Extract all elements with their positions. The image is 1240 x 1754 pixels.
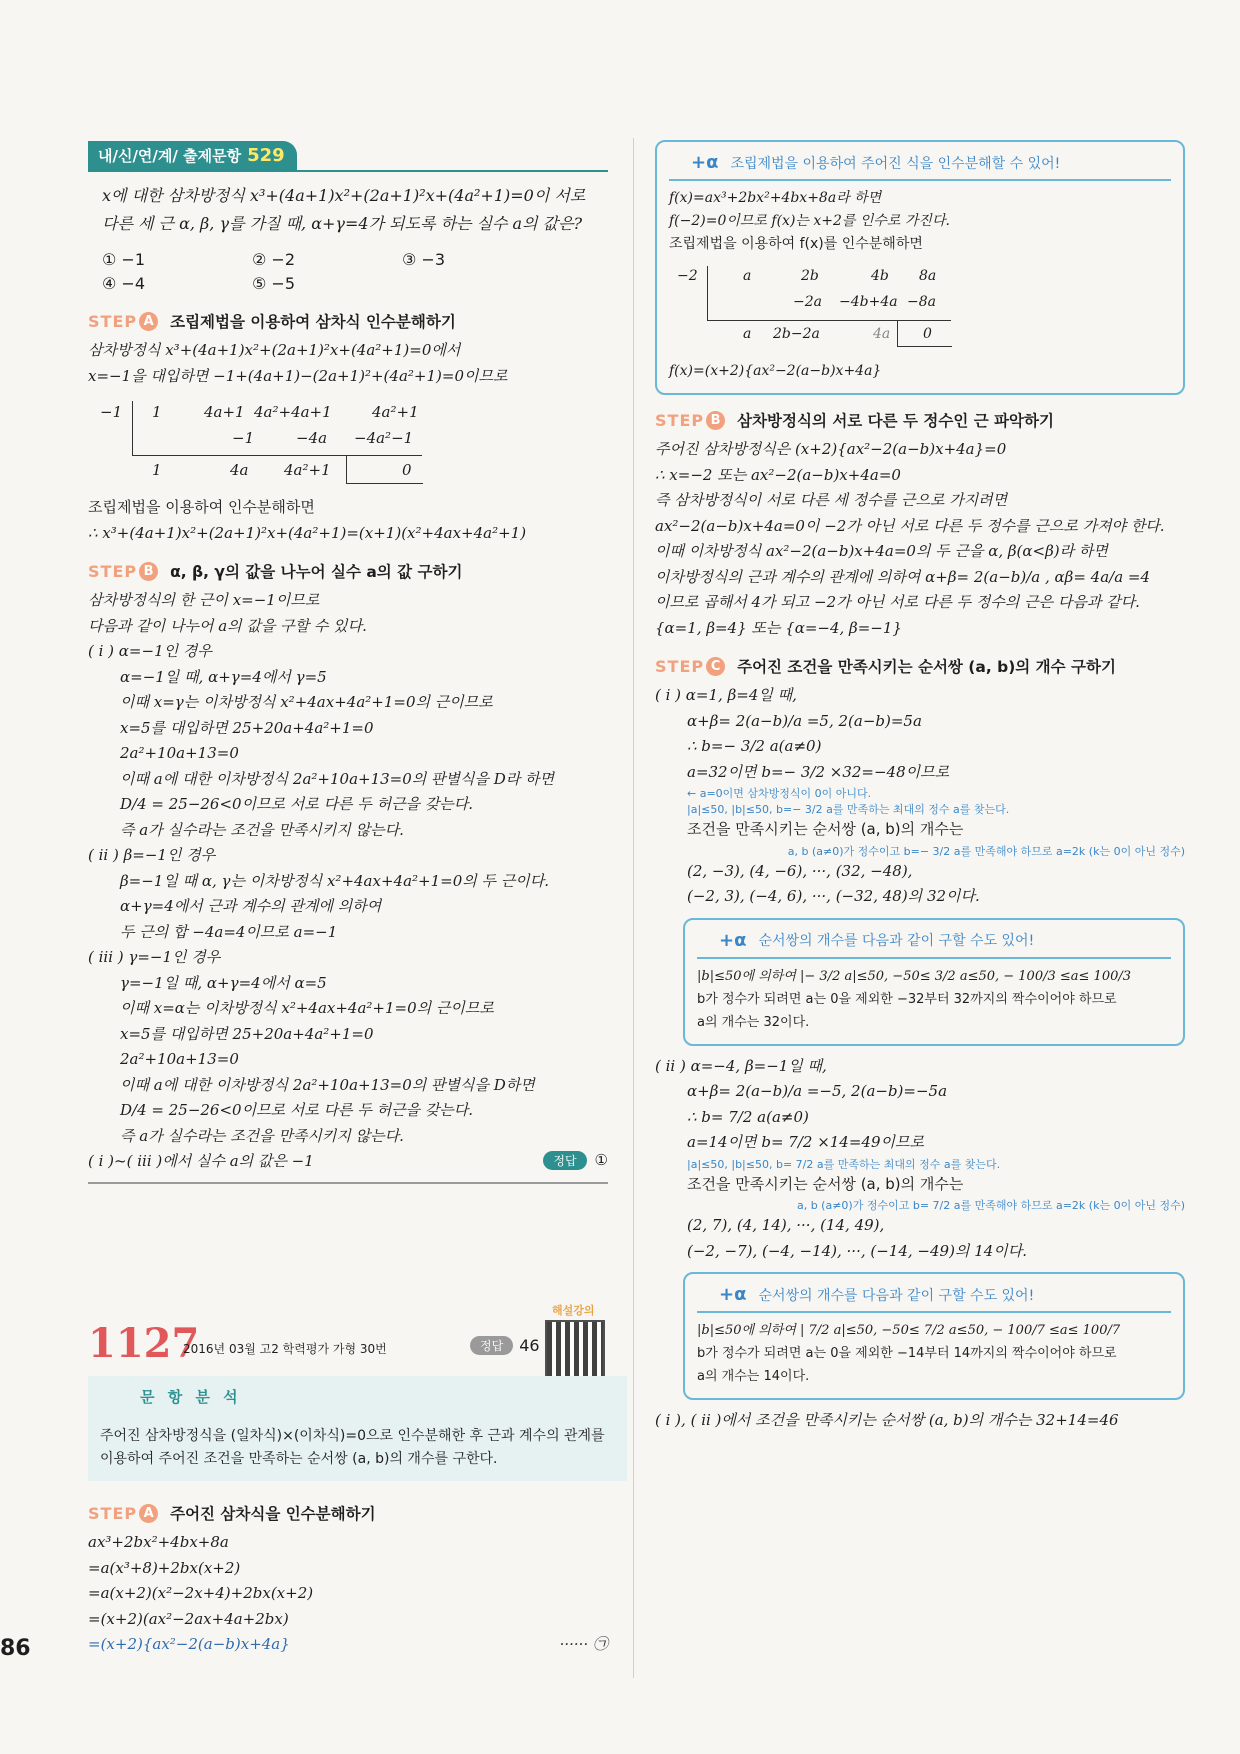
solution-line: 즉 삼차방정식이 서로 다른 세 정수를 근으로 가지려면 xyxy=(655,491,1008,509)
solution-line: γ=−1일 때, α+γ=4에서 α=5 xyxy=(120,973,327,992)
synth-cell: −4a²−1 xyxy=(354,429,414,447)
step-b-heading xyxy=(88,560,608,582)
tip-title: 순서쌍의 개수를 다음과 같이 구할 수도 있어! xyxy=(758,933,1035,949)
solution-line: 다음과 같이 나누어 a의 값을 구할 수 있다. xyxy=(88,616,367,635)
solution-line: x=5를 대입하면 25+20a+4a²+1=0 xyxy=(120,718,374,737)
step-mark: C xyxy=(706,657,725,676)
synth-root: −2 xyxy=(677,268,698,284)
problem-line: 다른 세 근 α, β, γ를 가질 때, α+γ=4가 되도록 하는 실수 a의 값은? xyxy=(102,214,583,233)
solution-line: x=5를 대입하면 25+20a+4a²+1=0 xyxy=(120,1024,374,1043)
page-number: 86 xyxy=(0,1636,31,1661)
step-title: 조립제법을 이용하여 삼차식 인수분해하기 xyxy=(170,313,456,331)
step-a-heading xyxy=(88,310,608,332)
plus-alpha-icon: +α xyxy=(719,1284,747,1305)
synth-cell: −4b+4a xyxy=(839,294,898,310)
solution-line: 즉 a가 실수라는 조건을 만족시키지 않는다. xyxy=(120,1126,404,1145)
synth-cell: 4a+1 xyxy=(204,403,245,421)
solution-line: 이때 a에 대한 이차방정식 2a²+10a+13=0의 판별식을 D라 하면 xyxy=(120,769,555,788)
solution-line: 주어진 삼차방정식은 (x+2){ax²−2(a−b)x+4a}=0 xyxy=(655,440,1007,458)
synth-cell: −8a xyxy=(907,294,936,310)
problem-text xyxy=(88,182,608,238)
choice-1: ① −1 xyxy=(102,250,146,269)
tip-title: 조립제법을 이용하여 주어진 식을 인수분해할 수 있어! xyxy=(730,155,1061,172)
synthetic-division-2 xyxy=(669,264,1171,352)
margin-note: |a|≤50, |b|≤50, b=− 3/2 a를 만족하는 최대의 정수 a를 찾는다. xyxy=(687,803,1010,816)
tip-box-3 xyxy=(683,1272,1185,1400)
synth-cell: 4a²+1 xyxy=(372,403,419,421)
solution-line: ( ii ) α=−4, β=−1일 때, xyxy=(655,1056,827,1075)
synth-cell: 1 xyxy=(152,403,162,421)
synth-cell: 4b xyxy=(871,268,889,284)
solution-line: α+β= 2(a−b)/a =5, 2(a−b)=5a xyxy=(687,711,922,730)
step-a-line: 삼차방정식 x³+(4a+1)x²+(2a+1)²x+(4a²+1)=0에서 xyxy=(88,341,461,359)
step-label: STEP xyxy=(88,311,138,331)
analysis-line: 주어진 삼차방정식을 (일차식)×(이차식)=0으로 인수분해한 후 근과 계수의 관계를 xyxy=(100,1428,605,1444)
solution-line: D/4 = 25−26<0이므로 서로 다른 두 허근을 갖는다. xyxy=(120,795,474,813)
final-conclusion: ( i ), ( ii )에서 조건을 만족시키는 순서쌍 (a, b)의 개수는 32+14=46 xyxy=(655,1411,1119,1429)
solution-line: a=32이면 b=− 3/2 ×32=−48이므로 xyxy=(687,762,950,781)
problem-number: 1127 xyxy=(88,1320,200,1367)
choice-4: ④ −4 xyxy=(102,274,146,293)
tip-header xyxy=(697,930,1171,959)
solution-line: ax²−2(a−b)x+4a=0이 −2가 아닌 서로 다른 두 정수를 근으로 가져야 한다. xyxy=(655,516,1165,535)
tip-header xyxy=(669,152,1171,181)
left-column xyxy=(88,140,608,1196)
step-label: STEP xyxy=(655,410,705,430)
step-a-line: ∴ x³+(4a+1)x²+(2a+1)²x+(4a²+1)=(x+1)(x²+4ax+4a²+1) xyxy=(88,523,527,542)
synth-cell: a xyxy=(743,268,752,284)
solution-line: 2a²+10a+13=0 xyxy=(120,744,239,762)
step-c-heading xyxy=(655,655,1185,677)
step-label: STEP xyxy=(655,656,705,676)
step-mark: B xyxy=(706,411,725,430)
synth-cell: 4a²+1 xyxy=(284,461,331,479)
tip-line: a의 개수는 32이다. xyxy=(697,1014,810,1030)
solution-line: 삼차방정식의 한 근이 x=−1이므로 xyxy=(88,591,320,609)
step-label: STEP xyxy=(88,561,138,581)
tip-box-1 xyxy=(655,140,1185,395)
tip-line: b가 정수가 되려면 a는 0을 제외한 −14부터 14까지의 짝수이어야 하므로 xyxy=(697,1346,1117,1361)
choice-5: ⑤ −5 xyxy=(252,274,296,293)
pair-list-line: (2, −3), (4, −6), ···, (32, −48), xyxy=(687,861,913,880)
solution-line: 이때 x=γ는 이차방정식 x²+4ax+4a²+1=0의 근이므로 xyxy=(120,693,493,711)
tip-line: a의 개수는 14이다. xyxy=(697,1369,810,1384)
step-a-line: =a(x+2)(x²−2x+4)+2bx(x+2) xyxy=(88,1584,314,1602)
plus-alpha-icon: +α xyxy=(719,929,747,951)
tip-line: 조립제법을 이용하여 f(x)를 인수분해하면 xyxy=(669,236,923,252)
synth-cell: 1 xyxy=(152,461,162,479)
tip-line: f(−2)=0이므로 f(x)는 x+2를 인수로 가진다. xyxy=(669,213,950,229)
margin-note: |a|≤50, |b|≤50, b= 7/2 a를 만족하는 최대의 정수 a를 찾는다. xyxy=(687,1157,1001,1171)
equation-mark: ······ ㉠ xyxy=(559,1635,608,1653)
qr-code-icon[interactable] xyxy=(545,1320,605,1380)
tip-line: b가 정수가 되려면 a는 0을 제외한 −32부터 32까지의 짝수이어야 하므로 xyxy=(697,991,1117,1007)
answer-badge: 정답 xyxy=(470,1336,513,1355)
step-b-body xyxy=(88,588,608,1175)
synth-cell: 4a xyxy=(230,461,249,479)
step-mark: A xyxy=(139,1504,158,1523)
analysis-title: 문 항 분 석 xyxy=(140,1388,242,1406)
solution-line: 이때 a에 대한 이차방정식 2a²+10a+13=0의 판별식을 D하면 xyxy=(120,1075,535,1094)
solution-line: α+γ=4에서 근과 계수의 관계에 의하여 xyxy=(120,897,382,915)
solution-line: β=−1일 때 α, γ는 이차방정식 x²+4ax+4a²+1=0의 두 근이다. xyxy=(120,871,550,890)
plus-alpha-icon: +α xyxy=(691,152,719,173)
synthetic-division-1 xyxy=(88,397,608,487)
solution-line: α+β= 2(a−b)/a =−5, 2(a−b)=−5a xyxy=(687,1082,948,1100)
solution-line: 이때 x=α는 이차방정식 x²+4ax+4a²+1=0의 근이므로 xyxy=(120,999,494,1017)
synth-cell: 8a xyxy=(919,268,937,284)
tip-line: f(x)=ax³+2bx²+4bx+8a라 하면 xyxy=(669,190,882,206)
problem-answer xyxy=(470,1336,540,1355)
tip-header xyxy=(697,1284,1171,1313)
synth-cell: 4a xyxy=(873,326,891,342)
synth-cell: −1 xyxy=(232,429,255,447)
answer-badge: 정답 xyxy=(543,1151,586,1170)
synth-cell: 0 xyxy=(923,326,932,342)
step-a-line: ax³+2bx²+4bx+8a xyxy=(88,1533,229,1551)
problem-line: x에 대한 삼차방정식 x³+(4a+1)x²+(2a+1)²x+(4a²+1)=0이 서로 xyxy=(102,186,586,205)
header-label: 내/신/연/계/ 출제문항 xyxy=(98,146,242,165)
column-divider xyxy=(633,138,634,1678)
step-a-line: x=−1을 대입하면 −1+(4a+1)−(2a+1)²+(4a²+1)=0이므로 xyxy=(88,366,508,385)
case-ii-body xyxy=(655,1054,1185,1156)
step-label: STEP xyxy=(88,1503,138,1523)
pair-list-line: (2, 7), (4, 14), ···, (14, 49), xyxy=(687,1216,885,1234)
step-title: α, β, γ의 값을 나누어 실수 a의 값 구하기 xyxy=(170,563,463,581)
synth-cell: −4a xyxy=(296,429,328,447)
margin-note: a, b (a≠0)가 정수이고 b=− 3/2 a를 만족해야 하므로 a=2k (k는 0이 아닌 정수) xyxy=(787,844,1185,858)
synth-cell: −2a xyxy=(793,294,822,310)
header-number: 529 xyxy=(247,144,285,166)
synth-cell: 4a²+4a+1 xyxy=(254,403,332,421)
condition-line: 조건을 만족시키는 순서쌍 (a, b)의 개수는 xyxy=(687,820,964,838)
step-a-line: =a(x³+8)+2bx(x+2) xyxy=(88,1558,241,1577)
step-b-heading xyxy=(655,409,1185,431)
problem-header-tag xyxy=(88,141,297,170)
step-title: 삼차방정식의 서로 다른 두 정수인 근 파악하기 xyxy=(737,412,1054,430)
tip-line: |b|≤50에 의하여 | 7/2 a|≤50, −50≤ 7/2 a≤50, − 100/7 ≤a≤ 100/7 xyxy=(697,1323,1121,1338)
choice-3: ③ −3 xyxy=(402,250,446,269)
solution-line: ( i ) α=−1인 경우 xyxy=(88,642,212,660)
synth-cell: 2b xyxy=(801,268,819,284)
step-title: 주어진 조건을 만족시키는 순서쌍 (a, b)의 개수 구하기 xyxy=(737,658,1116,676)
section-rule xyxy=(88,1182,608,1184)
pair-list-line: (−2, 3), (−4, 6), ···, (−32, 48)의 32이다. xyxy=(687,887,980,905)
tip-line: |b|≤50에 의하여 |− 3/2 a|≤50, −50≤ 3/2 a≤50, − 100/3 ≤a≤ 100/3 xyxy=(697,968,1132,984)
answer-value: 46 xyxy=(519,1336,540,1355)
synth-root: −1 xyxy=(100,403,123,421)
synth-cell: 2b−2a xyxy=(773,326,820,342)
solution-line: D/4 = 25−26<0이므로 서로 다른 두 허근을 갖는다. xyxy=(120,1101,474,1119)
q1127-step-a xyxy=(88,1488,608,1658)
solution-line: ∴ b=− 3/2 a(a≠0) xyxy=(687,737,822,755)
step-mark: A xyxy=(139,312,158,331)
solution-line: 즉 a가 실수라는 조건을 만족시키지 않는다. xyxy=(120,820,404,839)
solution-line: ∴ x=−2 또는 ax²−2(a−b)x+4a=0 xyxy=(655,465,901,484)
solution-line: ( i )~( iii )에서 실수 a의 값은 −1 xyxy=(88,1152,314,1170)
tip-line: f(x)=(x+2){ax²−2(a−b)x+4a} xyxy=(669,363,882,379)
solution-line: 이때 이차방정식 ax²−2(a−b)x+4a=0의 두 근을 α, β(α<β)라 하면 xyxy=(655,542,1108,560)
solution-line: ∴ b= 7/2 a(a≠0) xyxy=(687,1107,809,1126)
step-mark: B xyxy=(139,562,158,581)
solution-line: α=−1일 때, α+γ=4에서 γ=5 xyxy=(120,667,327,686)
analysis-line: 이용하여 주어진 조건을 만족하는 순서쌍 (a, b)의 개수를 구한다. xyxy=(100,1451,498,1467)
synth-cell: a xyxy=(743,326,752,342)
step-a-heading xyxy=(88,1502,608,1524)
tip-box-2 xyxy=(683,918,1185,1046)
solution-line: ( ii ) β=−1인 경우 xyxy=(88,846,216,864)
solution-line: 2a²+10a+13=0 xyxy=(120,1050,239,1068)
problem-source: 2016년 03월 고2 학력평가 가형 30번 xyxy=(183,1342,387,1356)
step-title: 주어진 삼차식을 인수분해하기 xyxy=(170,1505,376,1523)
solution-line: 두 근의 합 −4a=4이므로 a=−1 xyxy=(120,922,338,941)
step-a-line: =(x+2){ax²−2(a−b)x+4a} xyxy=(88,1635,290,1653)
tip-title: 순서쌍의 개수를 다음과 같이 구할 수도 있어! xyxy=(758,1287,1035,1304)
solution-line: ( iii ) γ=−1인 경우 xyxy=(88,948,221,966)
case-i-body xyxy=(655,683,1185,785)
solution-line: a=14이면 b= 7/2 ×14=49이므로 xyxy=(687,1133,924,1151)
solution-line: 이므로 곱해서 4가 되고 −2가 아닌 서로 다른 두 정수의 근은 다음과 같다. xyxy=(655,593,1140,611)
choices xyxy=(88,248,608,296)
step-b-body xyxy=(655,437,1185,641)
condition-line: 조건을 만족시키는 순서쌍 (a, b)의 개수는 xyxy=(687,1174,964,1193)
choice-2: ② −2 xyxy=(252,250,296,269)
step-a-line: 조립제법을 이용하여 인수분해하면 xyxy=(88,498,315,516)
analysis-box xyxy=(88,1376,627,1481)
qr-label: 해설강의 xyxy=(552,1304,595,1317)
margin-note: a, b (a≠0)가 정수이고 b= 7/2 a를 만족해야 하므로 a=2k (k는 0이 아닌 정수) xyxy=(796,1199,1185,1212)
pair-list-line: (−2, −7), (−4, −14), ···, (−14, −49)의 14이다. xyxy=(687,1241,1028,1260)
problem-header xyxy=(88,140,608,172)
solution-line: {α=1, β=4} 또는 {α=−4, β=−1} xyxy=(655,618,902,637)
solution-line: 이차방정식의 근과 계수의 관계에 의하여 α+β= 2(a−b)/a , αβ= 4a/a =4 xyxy=(655,567,1151,586)
answer-value: ① xyxy=(594,1151,608,1169)
solution-line: ( i ) α=1, β=4일 때, xyxy=(655,686,797,704)
step-a-line: =(x+2)(ax²−2ax+4a+2bx) xyxy=(88,1609,289,1628)
margin-note: ← a=0이면 삼차방정식이 0이 아니다. xyxy=(687,787,872,800)
right-column xyxy=(655,140,1185,1434)
synth-cell: 0 xyxy=(402,461,412,479)
